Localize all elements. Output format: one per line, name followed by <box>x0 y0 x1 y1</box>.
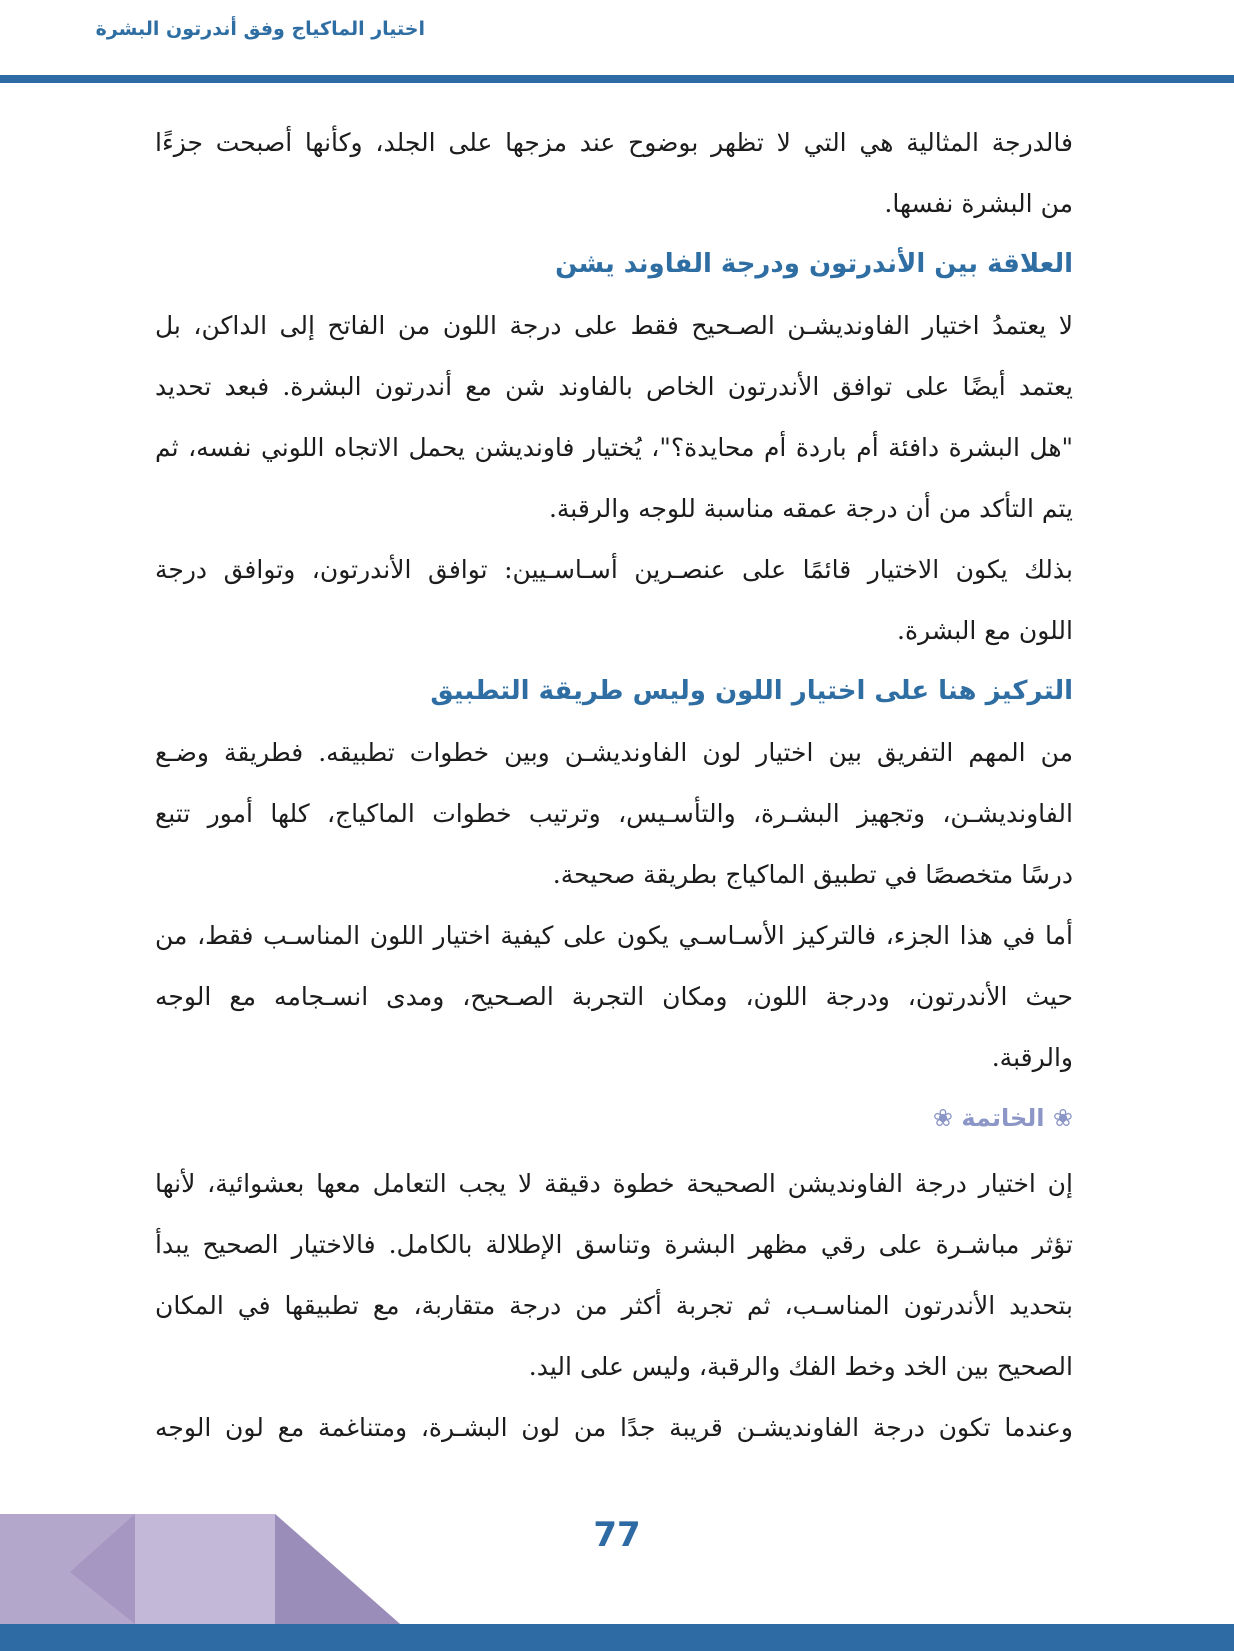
text-line: أما في هذا الجزء، فالتركيز الأسـاسـي يكون على كيفية اختيار اللون المناسـب فقط، من <box>155 921 1073 950</box>
text-line: يتم التأكد من أن درجة عمقه مناسبة للوجه والرقبة. <box>548 494 1073 523</box>
paragraph-conclusion <box>155 1153 1073 1397</box>
text-line: الفاونديشـن، وتجهيز البشـرة، والتأسـيس، وترتيب خطوات الماكياج، كلها أمور تتبع <box>155 799 1074 828</box>
text-line: وعندما تكون درجة الفاونديشـن قريبة جدًا من لون البشـرة، ومتناغمة مع لون الوجه <box>155 1413 1073 1442</box>
text-line: حيث الأندرتون، ودرجة اللون، ومكان التجربة الصـحيح، ومدى انسـجامه مع الوجه <box>155 982 1073 1011</box>
text-line: فالدرجة المثالية هي التي لا تظهر بوضوح عند مزجها على الجلد، وكأنها أصبحت جزءًا <box>155 128 1073 157</box>
text-line: "هل البشرة دافئة أم باردة أم محايدة؟"، يُختيار فاونديشن يحمل الاتجاه اللوني نفسه، ثم <box>155 433 1073 462</box>
text-line: لا يعتمدُ اختيار الفاونديشـن الصـحيح فقط على درجة اللون من الفاتح إلى الداكن، بل <box>155 311 1073 340</box>
text-line: بذلك يكون الاختيار قائمًا على عنصـرين أسـاسـيين: توافق الأندرتون، وتوافق درجة <box>155 555 1073 584</box>
text-line: إن اختيار درجة الفاونديشن الصحيحة خطوة دقيقة لا يجب التعامل معها بعشوائية، لأنها <box>155 1169 1073 1198</box>
page-body <box>155 112 1073 1458</box>
footer-band <box>0 1624 1234 1651</box>
paragraph-ideal-shade <box>155 112 1073 234</box>
text-line: من البشرة نفسها. <box>884 189 1073 218</box>
text-line: من المهم التفريق بين اختيار لون الفاونديشـن وبين خطوات تطبيقه. فطريقة وضـع <box>155 738 1073 767</box>
text-line: درسًا متخصصًا في تطبيق الماكياج بطريقة صحيحة. <box>552 860 1073 889</box>
section-heading-conclusion: ❀ الخاتمة ❀ <box>932 1104 1073 1132</box>
paragraph-focus-this-part <box>155 905 1073 1088</box>
paragraph-two-elements <box>155 539 1073 661</box>
running-header-title: اختيار الماكياج وفق أندرتون البشرة <box>95 18 425 40</box>
section-heading-color-focus: التركيز هنا على اختيار اللون وليس طريقة التطبيق <box>430 676 1073 706</box>
text-line: تؤثر مباشـرة على رقي مظهر البشرة وتناسق الإطلالة بالكامل. فالاختيار الصحيح يبدأ <box>155 1230 1073 1259</box>
text-line: والرقبة. <box>991 1043 1073 1072</box>
footer-decoration <box>0 1514 400 1626</box>
paragraph-closing <box>155 1397 1073 1458</box>
footer-shape-triangle <box>275 1514 400 1624</box>
text-line: يعتمد أيضًا على توافق الأندرتون الخاص بالفاوند شن مع أندرتون البشرة. فبعد تحديد <box>155 372 1073 401</box>
text-line: الصحيح بين الخد وخط الفك والرقبة، وليس على اليد. <box>528 1352 1073 1381</box>
footer-shape-light <box>135 1514 275 1624</box>
paragraph-application-distinction <box>155 722 1073 905</box>
page-number: 77 <box>593 1515 641 1555</box>
header-rule <box>0 75 1234 83</box>
text-line: بتحديد الأندرتون المناسـب، ثم تجربة أكثر من درجة متقاربة، مع تطبيقها في المكان <box>155 1291 1073 1320</box>
paragraph-undertone-matching <box>155 295 1073 539</box>
section-heading-undertone-relation: العلاقة بين الأندرتون ودرجة الفاوند يشن <box>555 249 1073 279</box>
text-line: اللون مع البشرة. <box>897 616 1073 645</box>
